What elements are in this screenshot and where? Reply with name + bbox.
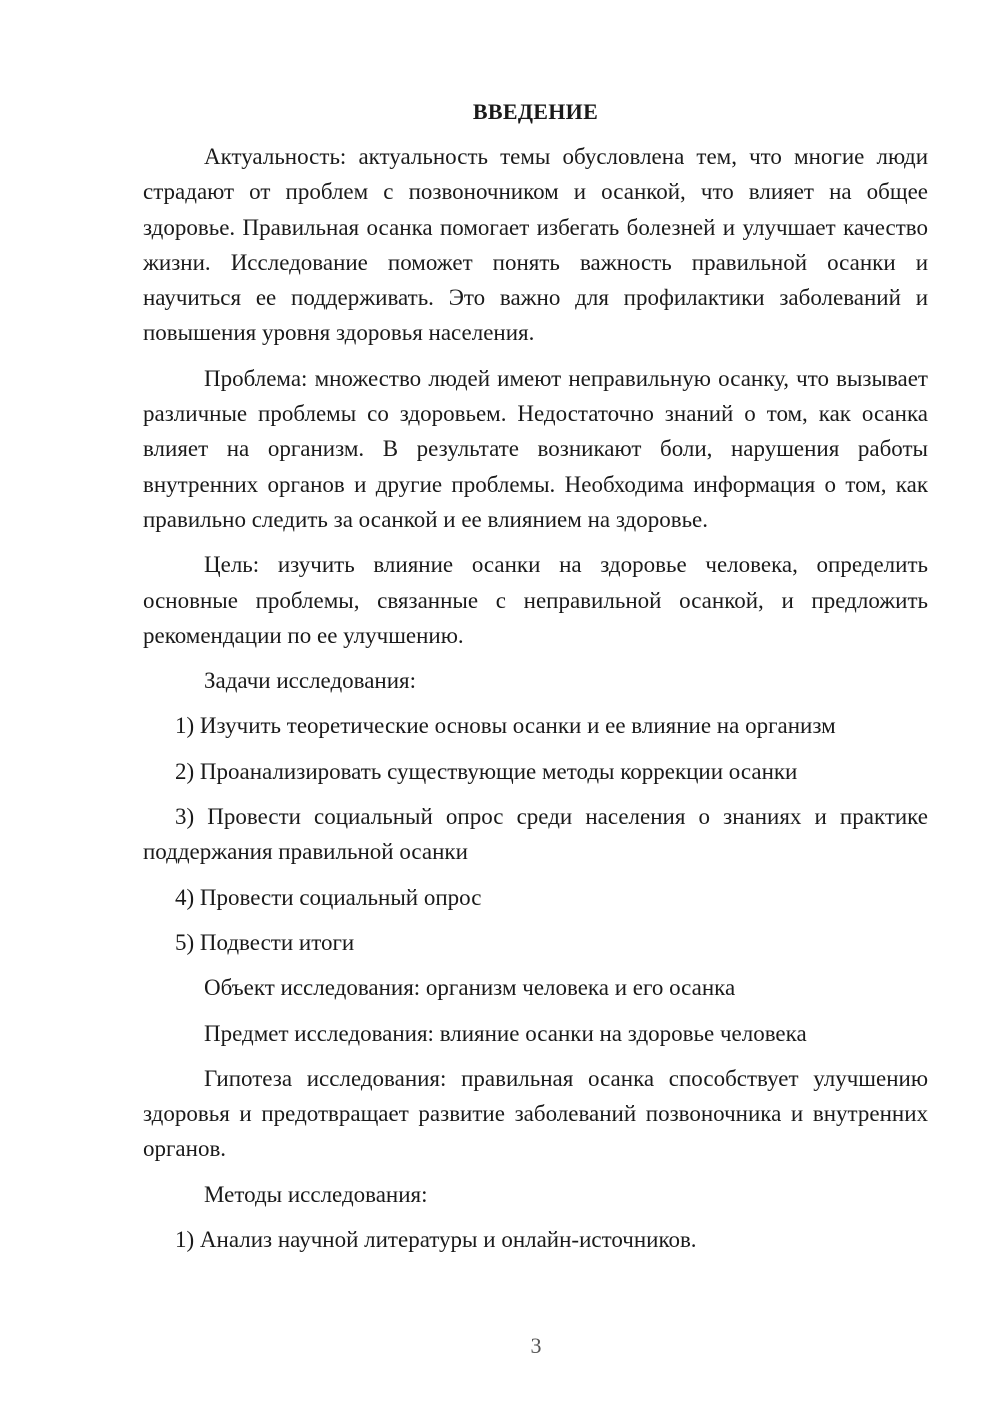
hypothesis-paragraph: Гипотеза исследования: правильная осанка способствует улучшению здоровья и предотвращает развитие заболеваний позвоночника и внутренних органов. [143, 1065, 928, 1162]
relevance-paragraph: Актуальность: актуальность темы обусловлена тем, что многие люди страдают от проблем с позвоночником и осанкой, что влияет на общее здоровье. Правильная осанка помогает избегать болезней и улучшает качество жизни. Исследование поможет понять важность правильной осанки и научиться ее поддерживать. Это важно для профилактики заболеваний и повышения уровня здоровья населения. [143, 144, 928, 346]
task-item-3: 3) Провести социальный опрос среди населения о знаниях и практике поддержания правильной осанки [143, 804, 928, 865]
tasks-heading: Задачи исследования: [204, 668, 417, 694]
page-number: 3 [530, 1333, 542, 1358]
research-subject: Предмет исследования: влияние осанки на здоровье человека [204, 1020, 807, 1046]
method-item-1: 1) Анализ научной литературы и онлайн-источников. [175, 1227, 697, 1253]
task-item-2: 2) Проанализировать существующие методы коррекции осанки [175, 758, 798, 784]
task-item-5: 5) Подвести итоги [175, 929, 355, 955]
research-object: Объект исследования: организм человека и его осанка [204, 975, 736, 1001]
problem-paragraph: Проблема: множество людей имеют неправильную осанку, что вызывает различные проблемы со здоровьем. Недостаточно знаний о том, как осанка влияет на организм. В результате возникают боли, нарушения работы внутренних органов и другие проблемы. Необходима информация о том, как правильно следить за осанкой и ее влиянием на здоровье. [143, 365, 928, 532]
goal-paragraph: Цель: изучить влияние осанки на здоровье человека, определить основные проблемы, связанные с неправильной осанкой, и предложить рекомендации по ее улучшению. [143, 552, 928, 648]
section-title: ВВЕДЕНИЕ [472, 99, 599, 124]
task-item-1: 1) Изучить теоретические основы осанки и ее влияние на организм [175, 713, 836, 739]
document-body [143, 94, 928, 1267]
task-item-4: 4) Провести социальный опрос [175, 884, 482, 910]
methods-heading: Методы исследования: [204, 1181, 428, 1207]
